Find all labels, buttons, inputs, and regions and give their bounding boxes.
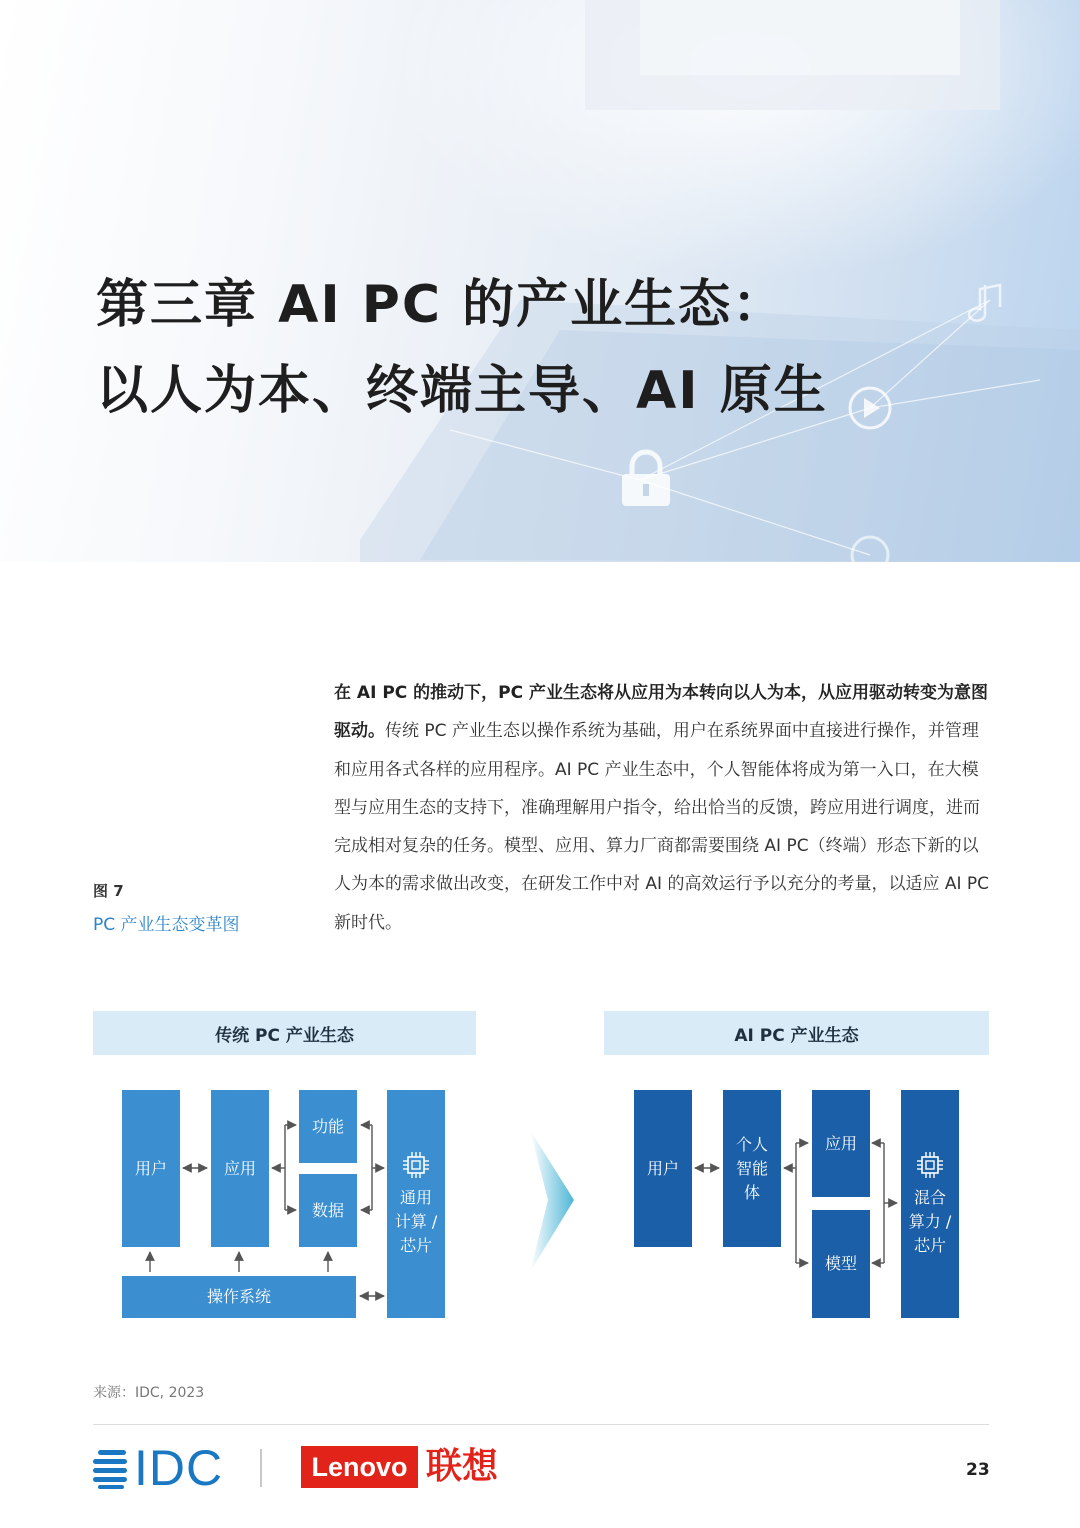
figure-title: PC 产业生态变革图	[93, 915, 240, 935]
right-app-label: 应用	[824, 1133, 857, 1153]
left-app-block	[211, 1090, 269, 1247]
transition-arrow	[530, 1130, 574, 1272]
chip-icon	[915, 1150, 945, 1180]
right-agent-block	[723, 1090, 781, 1247]
right-model-block	[812, 1210, 870, 1318]
chapter-title-line2: 以人为本、终端主导、AI 原生	[96, 361, 828, 421]
right-compute-label-1: 混合	[913, 1188, 946, 1207]
left-user-block	[122, 1090, 180, 1247]
right-agent-label-3: 体	[743, 1182, 760, 1202]
right-agent-label-1: 个人	[735, 1134, 768, 1154]
right-user-block	[634, 1090, 692, 1247]
left-data-label: 数据	[311, 1200, 344, 1220]
right-agent-label-2: 智能	[735, 1158, 768, 1178]
body-text: 传统 PC 产业生态以操作系统为基础，用户在系统界面中直接进行操作，并管理和应用各式各样的应用程序。AI PC 产业生态中，个人智能体将成为第一入口，在大模型与应用生态的支持下，准确理解用户指令，给出恰当的反馈，跨应用进行调度，进而完成相对复杂的任务。模型、应用、算力厂商都需要围绕 AI PC（终端）形态下新的以人为本的需求做出改变，在研发工作中对 AI 的高效运行予以充分的考量，以适应 AI PC 新时代。	[334, 721, 990, 933]
lenovo-chinese-logo: 联想	[426, 1446, 499, 1487]
left-os-block	[122, 1276, 356, 1318]
right-user-label: 用户	[646, 1158, 679, 1178]
logo-separator	[260, 1449, 262, 1487]
idc-logo	[92, 1440, 224, 1496]
right-compute-label-2: 算力 /	[908, 1212, 952, 1231]
left-app-label: 应用	[223, 1158, 256, 1178]
right-compute-label-3: 芯片	[913, 1236, 946, 1255]
left-compute-block	[387, 1090, 445, 1318]
lenovo-logo	[301, 1446, 418, 1488]
idc-globe-icon	[92, 1447, 134, 1489]
chapter-title-line1: 第三章 AI PC 的产业生态：	[96, 275, 787, 335]
left-compute-label-3: 芯片	[399, 1236, 432, 1255]
figure-number: 图 7	[93, 882, 124, 900]
footer-divider	[93, 1424, 989, 1425]
ai-pc-header: AI PC 产业生态	[604, 1011, 989, 1055]
lenovo-logo-text: Lenovo	[311, 1451, 408, 1482]
left-user-label: 用户	[134, 1158, 167, 1178]
body-bold-lead: 在 AI PC 的推动下，PC 产业生态将从应用为本转向以人为本，从应用驱动转变为意图驱动。	[334, 683, 989, 742]
chip-icon	[401, 1150, 431, 1180]
left-compute-label-2: 计算 /	[394, 1212, 438, 1231]
right-model-label: 模型	[824, 1254, 857, 1273]
right-compute-block	[901, 1090, 959, 1318]
page-number: 23	[966, 1460, 990, 1480]
left-function-block	[299, 1090, 357, 1163]
left-compute-label-1: 通用	[399, 1188, 432, 1207]
traditional-pc-header: 传统 PC 产业生态	[93, 1011, 476, 1055]
source-note: 来源：IDC, 2023	[93, 1385, 205, 1401]
idc-logo-text: IDC	[134, 1440, 224, 1496]
left-function-label: 功能	[311, 1116, 344, 1136]
right-app-block	[812, 1090, 870, 1197]
left-data-block	[299, 1174, 357, 1247]
left-os-label: 操作系统	[206, 1287, 271, 1306]
